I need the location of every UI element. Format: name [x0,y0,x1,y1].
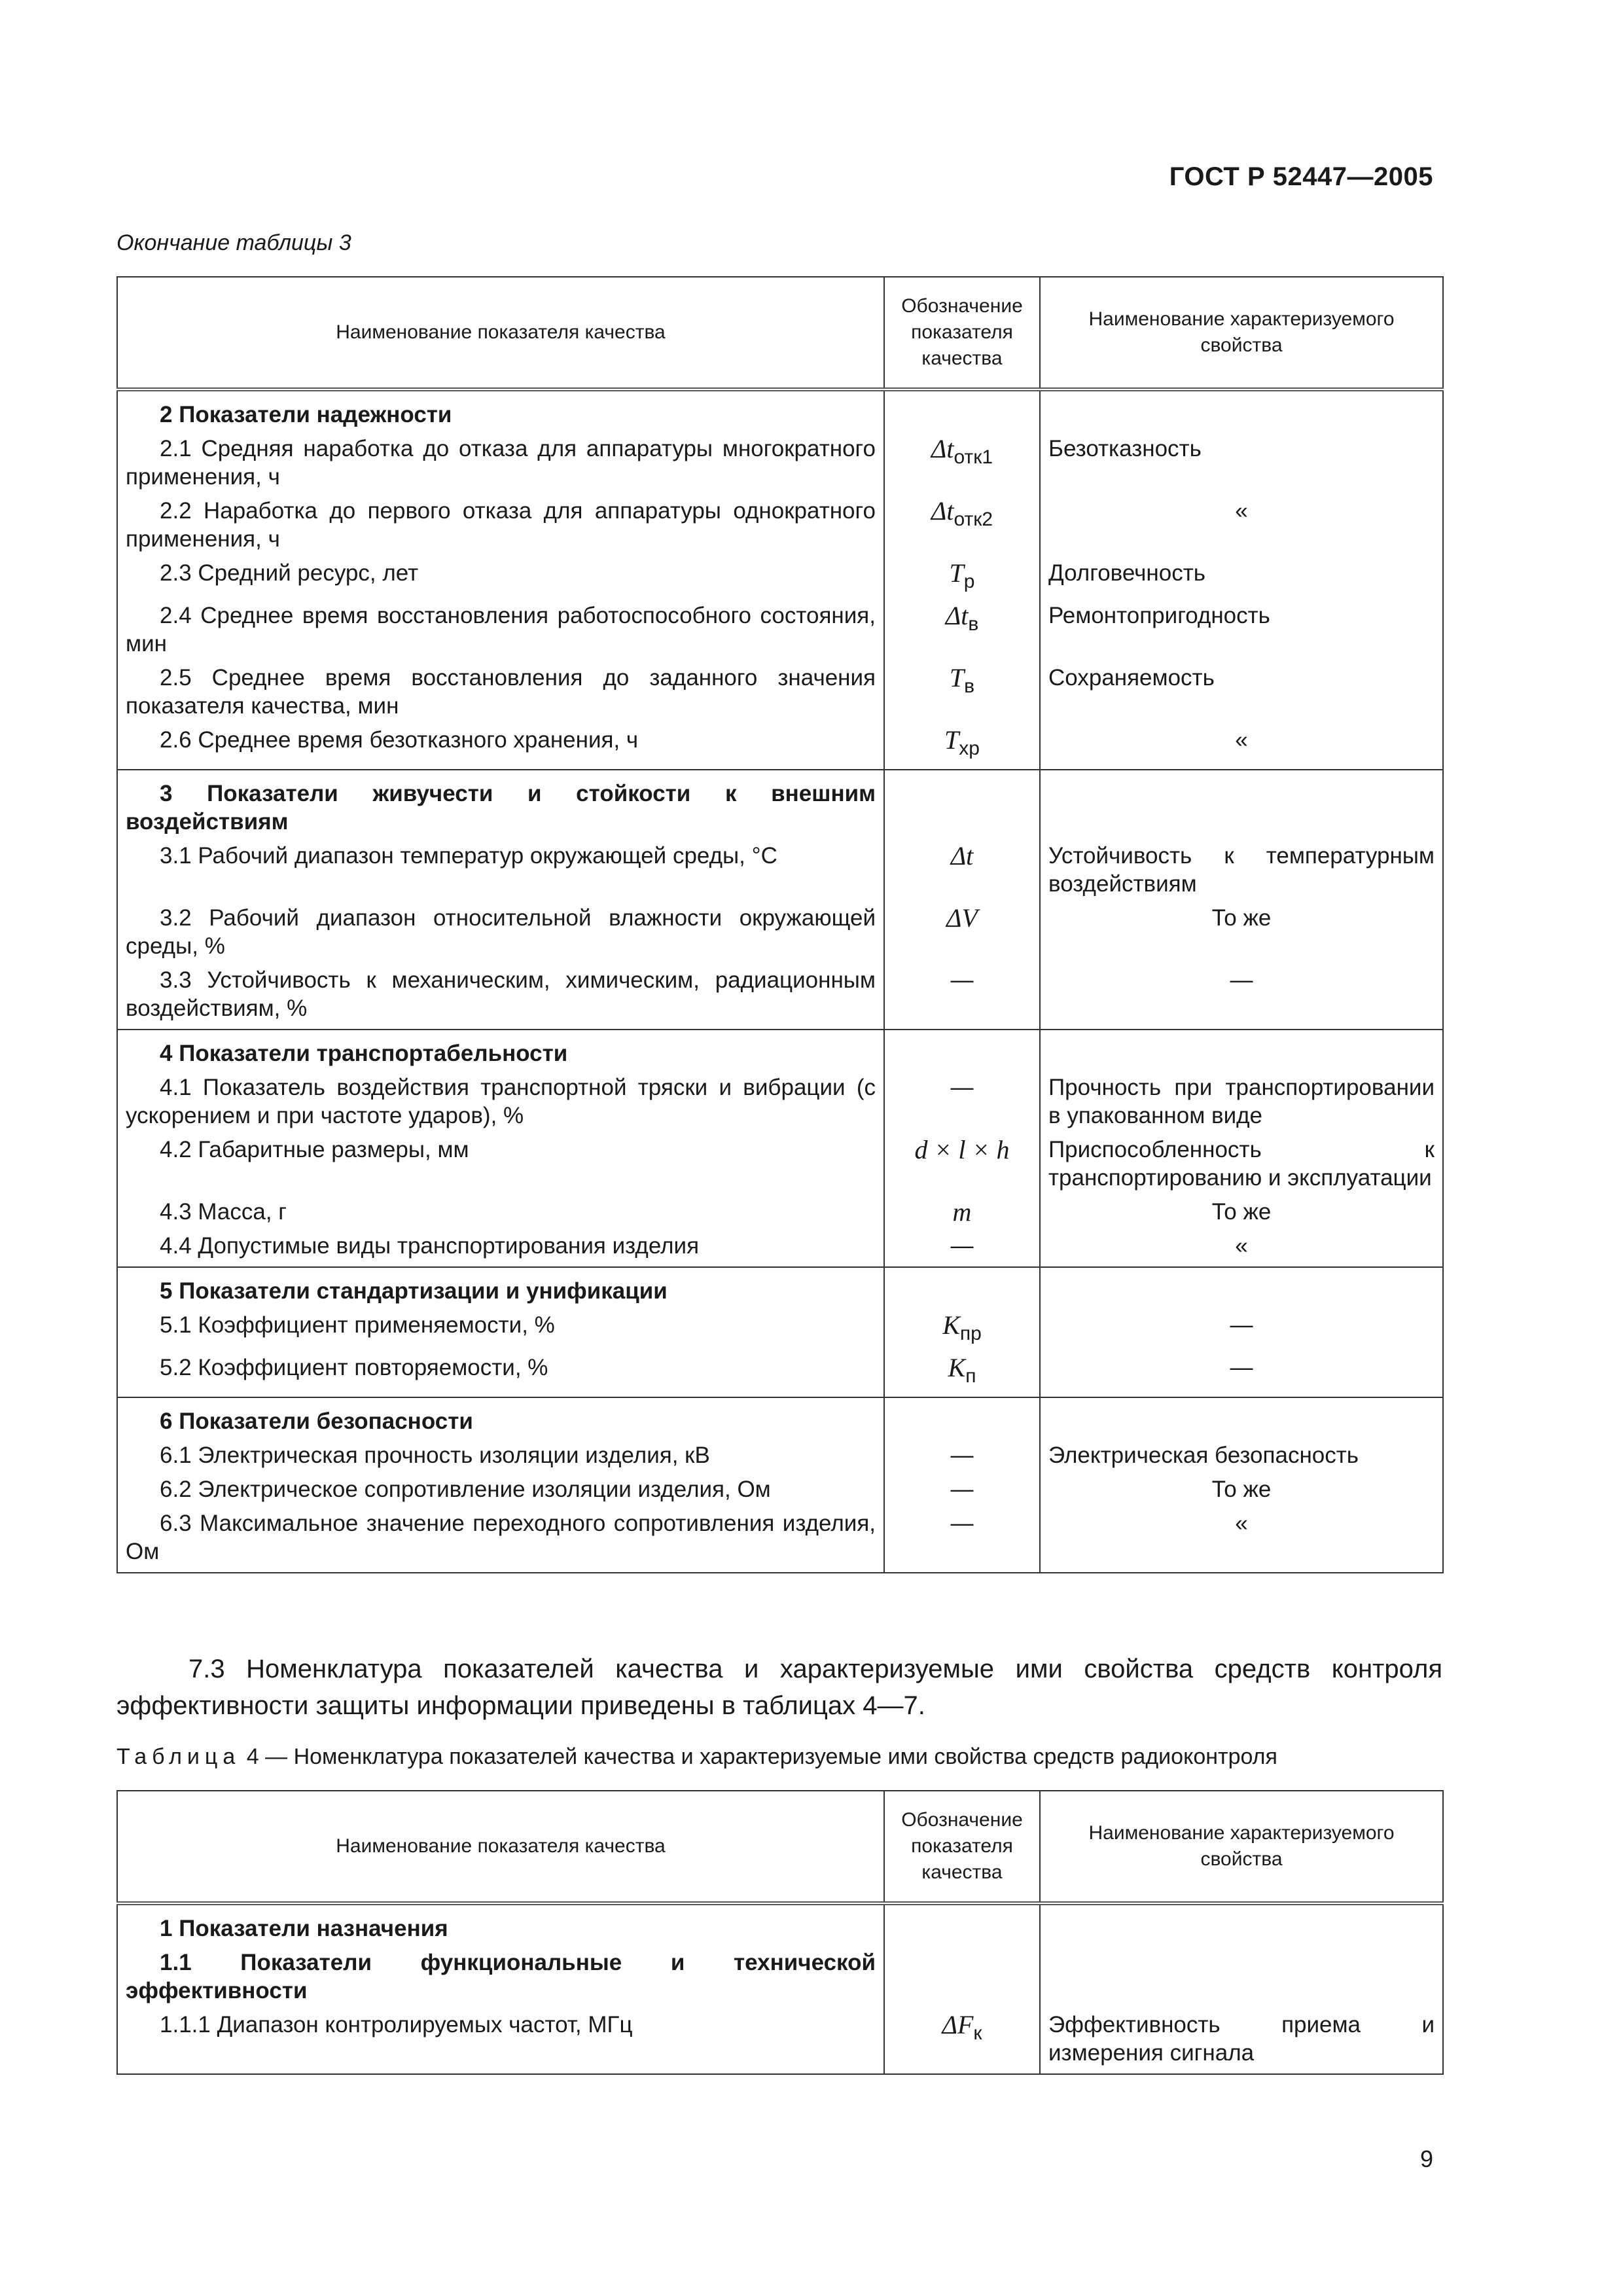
property-name: Ремонтопригодность [1040,596,1443,658]
header-quality-indicator: Наименование показателя качества [117,1791,884,1903]
property-name: Эффективность приема и измерения сигнала [1040,2005,1443,2074]
indicator-name-text: 2.6 Среднее время безотказного хранения, ч [160,727,639,753]
section-title-text: 6 Показатели безопасности [160,1408,473,1434]
table-row [117,1435,1443,1469]
indicator-name [117,1305,884,1348]
indicator-name-text: 3.1 Рабочий диапазон температур окружающей среды, °C [160,843,777,869]
indicator-symbol [884,898,1040,960]
indicator-name [117,960,884,1030]
indicator-name [117,1192,884,1226]
table-4 [116,1790,1444,2075]
indicator-name-text: 1.1.1 Диапазон контролируемых частот, МГц [160,2012,633,2037]
section-title-text: 1 Показатели назначения [160,1916,448,1941]
symbol-subscript: р [963,571,975,592]
empty-cell [1040,1943,1443,2005]
property-name: « [1040,720,1443,770]
table-row [117,596,1443,658]
indicator-name [117,429,884,491]
indicator-symbol [884,429,1040,491]
section-title-text: 3 Показатели живучести и стойкости к внешним воздействиям [126,781,876,834]
indicator-name-text: 2.2 Наработка до первого отказа для аппаратуры однократного применения, ч [126,498,876,552]
symbol-main: Δt [931,496,954,526]
standard-code: ГОСТ Р 52447—2005 [1169,162,1433,191]
paragraph-7-3 [116,1651,1442,1724]
indicator-symbol [884,1192,1040,1226]
indicator-name [117,1469,884,1503]
symbol-subscript: отк2 [954,509,993,530]
table-header-row [117,277,1443,389]
indicator-symbol [884,658,1040,720]
indicator-symbol [884,1130,1040,1192]
table-row [117,1503,1443,1573]
empty-cell [1040,1030,1443,1067]
symbol-subscript: хр [959,738,980,759]
empty-cell [884,770,1040,836]
property-name: Сохраняемость [1040,658,1443,720]
indicator-symbol [884,1469,1040,1503]
symbol-main: K [948,1353,966,1382]
property-name: Прочность при транспортировании в упакованном виде [1040,1067,1443,1130]
empty-cell [884,1397,1040,1435]
table-header-row [117,1791,1443,1903]
table-number [240,1744,259,1769]
table-row [117,1305,1443,1348]
empty-cell [1040,1903,1443,1943]
indicator-symbol [884,836,1040,898]
property-name: Электрическая безопасность [1040,1435,1443,1469]
table-row [117,1067,1443,1130]
page-number: 9 [1419,2145,1433,2172]
indicator-symbol [884,1435,1040,1469]
indicator-name-text: 4.3 Масса, г [160,1199,287,1225]
paragraph-text: 7.3 Номенклатура показателей качества и характеризуемые ими свойства средств контроля эффективности защиты информации приведены в таблицах 4—7. [116,1655,1442,1720]
indicator-name-text: 5.2 Коэффициент повторяемости, % [160,1355,548,1380]
indicator-symbol [884,1226,1040,1267]
table-row [117,491,1443,553]
indicator-symbol [884,720,1040,770]
indicator-name-text: 3.3 Устойчивость к механическим, химическим, радиационным воздействиям, % [126,967,876,1021]
property-name: — [1040,960,1443,1030]
empty-cell [1040,1397,1443,1435]
table-label: Таблица [116,1744,241,1769]
indicator-name-text: 2.4 Среднее время восстановления работоспособного состояния, мин [126,603,876,656]
symbol-main: — [950,1477,974,1502]
header-property: Наименование характеризуемого свойства [1040,277,1443,389]
section-heading-row [117,1397,1443,1435]
table-row [117,720,1443,770]
symbol-subscript: в [964,675,975,697]
indicator-name-text: 2.1 Средняя наработка до отказа для аппаратуры многократного применения, ч [126,436,876,490]
property-name: — [1040,1348,1443,1397]
indicator-name-text: 3.2 Рабочий диапазон относительной влажности окружающей среды, % [126,905,876,959]
indicator-name-text: 6.2 Электрическое сопротивление изоляции изделия, Ом [160,1477,771,1502]
symbol-main: — [950,1443,974,1468]
indicator-name-text: 5.1 Коэффициент применяемости, % [160,1312,555,1338]
indicator-symbol [884,1067,1040,1130]
indicator-name [117,898,884,960]
indicator-symbol [884,1305,1040,1348]
symbol-subscript: в [968,613,979,635]
table-4-title [116,1744,1277,1770]
empty-cell [884,1943,1040,2005]
empty-cell [1040,1267,1443,1305]
symbol-subscript: пр [959,1323,982,1344]
symbol-main: T [949,663,965,692]
indicator-symbol [884,553,1040,596]
table-continuation-caption: Окончание таблицы 3 [116,230,351,255]
indicator-name [117,596,884,658]
property-name: То же [1040,898,1443,960]
indicator-name-text: 4.4 Допустимые виды транспортирования изделия [160,1233,700,1259]
empty-cell [1040,389,1443,429]
table-row [117,553,1443,596]
section-title-text: 5 Показатели стандартизации и унификации [160,1278,668,1304]
property-name: Долговечность [1040,553,1443,596]
table-row [117,1130,1443,1192]
symbol-main: T [944,725,959,755]
header-quality-indicator: Наименование показателя качества [117,277,884,389]
property-name: « [1040,1503,1443,1573]
indicator-name [117,1348,884,1397]
symbol-main: ΔV [946,903,978,933]
empty-cell [884,1903,1040,1943]
indicator-name [117,1067,884,1130]
header-designation: Обозначение показателя качества [884,1791,1040,1903]
section-title [117,1030,884,1067]
property-name: То же [1040,1469,1443,1503]
symbol-main: T [949,558,964,588]
indicator-name-text: 2.3 Средний ресурс, лет [160,560,419,586]
section-heading-row [117,770,1443,836]
indicator-name [117,1130,884,1192]
table-row [117,658,1443,720]
indicator-symbol [884,491,1040,553]
property-name: « [1040,491,1443,553]
table-row [117,1226,1443,1267]
section-heading-row [117,1903,1443,1943]
property-name: Приспособленность к транспортированию и эксплуатации [1040,1130,1443,1192]
indicator-name [117,836,884,898]
symbol-main: d × l × h [914,1135,1010,1164]
section-heading-row [117,1267,1443,1305]
table-title-text: — Номенклатура показателей качества и характеризуемые ими свойства средств радиоконтроля [259,1744,1277,1769]
subsection-title [117,1943,884,2005]
section-title-text: 2 Показатели надежности [160,402,452,427]
empty-cell [884,389,1040,429]
indicator-name [117,2005,884,2074]
symbol-main: K [942,1310,960,1340]
section-title [117,770,884,836]
table-3 [116,276,1444,1573]
indicator-name [117,491,884,553]
empty-cell [884,1267,1040,1305]
symbol-subscript: к [973,2022,982,2044]
indicator-name [117,1503,884,1573]
property-name: — [1040,1305,1443,1348]
indicator-name [117,720,884,770]
section-heading-row [117,389,1443,429]
symbol-subscript: отк1 [954,446,993,468]
header-property: Наименование характеризуемого свойства [1040,1791,1443,1903]
symbol-subscript: п [965,1365,976,1387]
table-row [117,960,1443,1030]
symbol-main: ΔF [942,2010,974,2039]
indicator-name-text: 4.2 Габаритные размеры, мм [160,1137,469,1162]
table-row [117,898,1443,960]
symbol-main: m [952,1197,972,1227]
symbol-main: Δt [945,601,969,630]
indicator-name-text: 6.1 Электрическая прочность изоляции изделия, кВ [160,1443,710,1468]
section-title [117,1267,884,1305]
section-title-text: 4 Показатели транспортабельности [160,1041,568,1066]
symbol-main: Δt [931,434,954,463]
table-row [117,429,1443,491]
table-row [117,836,1443,898]
indicator-symbol [884,596,1040,658]
indicator-name [117,1226,884,1267]
indicator-name-text: 6.3 Максимальное значение переходного сопротивления изделия, Ом [126,1511,876,1564]
property-name: « [1040,1226,1443,1267]
table-row [117,2005,1443,2074]
empty-cell [1040,770,1443,836]
symbol-main: — [950,1233,974,1259]
section-title [117,389,884,429]
section-heading-row [117,1030,1443,1067]
section-title [117,1903,884,1943]
symbol-main: Δt [950,841,974,870]
table-row [117,1192,1443,1226]
table-3-body [117,389,1443,1573]
property-name: То же [1040,1192,1443,1226]
indicator-symbol [884,2005,1040,2074]
symbol-main: — [950,1075,974,1100]
table-number-value: 4 [246,1744,259,1769]
symbol-main: — [950,1511,974,1536]
property-name: Безотказность [1040,429,1443,491]
indicator-name [117,553,884,596]
indicator-name-text: 4.1 Показатель воздействия транспортной тряски и вибрации (с ускорением и при частоте ударов), % [126,1075,876,1128]
table-4-body [117,1903,1443,2074]
indicator-name-text: 2.5 Среднее время восстановления до заданного значения показателя качества, мин [126,665,876,719]
indicator-name [117,658,884,720]
indicator-symbol [884,1503,1040,1573]
indicator-symbol [884,960,1040,1030]
table-row [117,1348,1443,1397]
indicator-symbol [884,1348,1040,1397]
subsection-heading-row [117,1943,1443,2005]
table-row [117,1469,1443,1503]
symbol-main: — [950,967,974,993]
indicator-name [117,1435,884,1469]
property-name: Устойчивость к температурным воздействиям [1040,836,1443,898]
section-title [117,1397,884,1435]
subsection-title-text: 1.1 Показатели функциональные и технической эффективности [126,1950,876,2003]
empty-cell [884,1030,1040,1067]
header-designation: Обозначение показателя качества [884,277,1040,389]
